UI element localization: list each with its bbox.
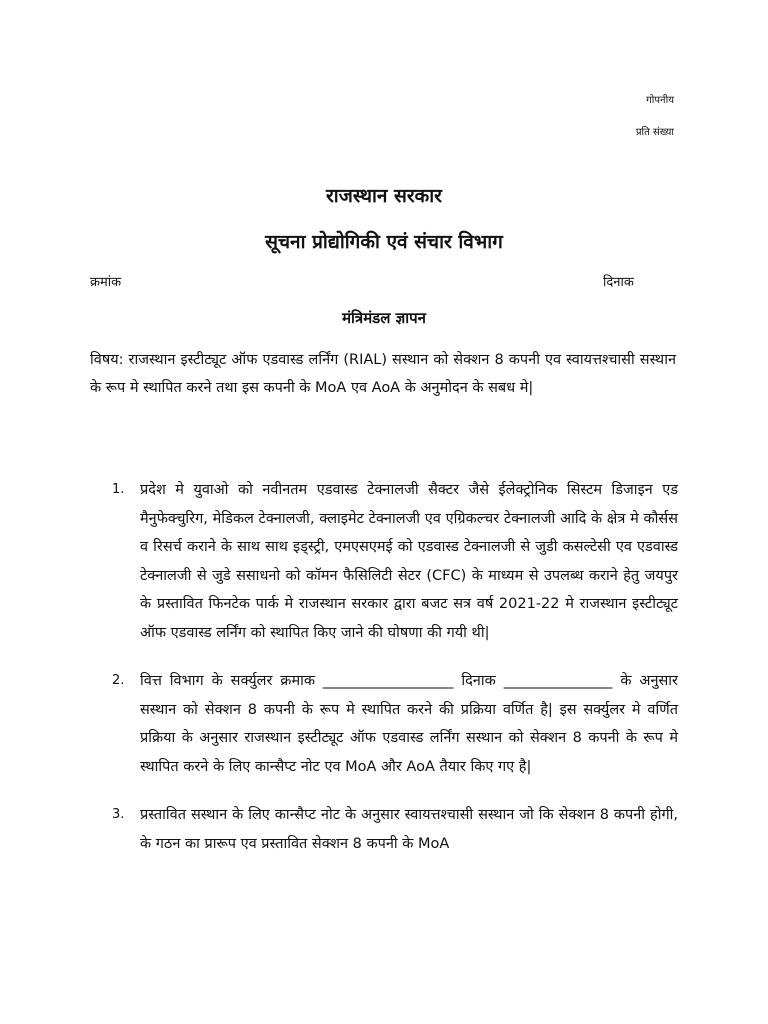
- list-item-text: प्रदेश मे युवाओ को नवीनतम एडवास्ड टेक्नालजी सैक्टर जैसे ईलेक्ट्रोनिक सिस्टम डिजाइन एड मैनुफेक्चुरिग, मेडिकल टेक्नालजी, क्लाइमेट टेक्नालजी एव एग्रिकल्चर टेक्नालजी आदि के क्षेत्र मे कौर्सस व रिसर्च कराने के साथ साथ इड्स्ट्री, एमएसएमई को एडवास्ड टेक्नालजी से जुडी कसल्टेसी एव एडवास्ड टेक्नालजी से जुडे ससाधनो को कॉमन फैसिलिटी सेटर (CFC) के माध्यम से उपलब्ध कराने हेतु जयपुर के प्रस्तावित फिनटेक पार्क मे राजस्थान सरकार द्वारा बजट सत्र वर्ष 2021-22 मे राजस्थान इस्टीट्यूट ऑफ एडवास्ड लर्निंग को स्थापित किए जाने की घोषणा की गयी थी|: [140, 482, 678, 641]
- reference-number-label: क्रमांक: [90, 275, 122, 290]
- government-title: राजस्थान सरकार: [326, 185, 442, 207]
- list-item: [112, 667, 678, 781]
- list-item-text: प्रस्तावित सस्थान के लिए कान्सैप्ट नोट के अनुसार स्वायत्तश्चासी सस्थान जो कि सेक्शन 8 कपनी होगी, के गठन का प्रारूप एव प्रस्तावित सेक्शन 8 कपनी के MoA: [140, 807, 678, 852]
- list-item-number: 3.: [112, 807, 125, 822]
- subject-paragraph: विषय: राजस्थान इस्टीट्यूट ऑफ एडवास्ड लर्निंग (RIAL) सस्थान को सेक्शन 8 कपनी एव स्वायत्तश्चासी सस्थान के रूप मे स्थापित करने तथा इस कपनी के MoA एव AoA के अनुमोदन के सबध मे|: [90, 352, 676, 396]
- list-item-number: 1.: [112, 482, 125, 497]
- list-item: [112, 476, 678, 647]
- copy-number-label: प्रति संख्या: [635, 127, 674, 138]
- list-item-text: वित्त विभाग के सर्क्युलर क्रमाक __________________ दिनाक _______________ के अनुसार सस्थान को सेक्शन 8 कपनी के रूप मे स्थापित करने की प्रक्रिया वर्णित है| इस सर्क्युलर मे वर्णित प्रक्रिया के अनुसार राजस्थान इस्टीट्यूट ऑफ एडवास्ड लर्निंग सस्थान को सेक्शन 8 कपनी के रूप मे स्थापित करने के लिए कान्सैप्ट नोट एव MoA और AoA तैयार किए गए है|: [140, 673, 678, 775]
- confidential-label: गोपनीय: [646, 95, 674, 106]
- department-title: सूचना प्रोद्योगिकी एवं संचार विभाग: [265, 231, 503, 253]
- numbered-points-list: [112, 476, 678, 878]
- date-label: दिनाक: [603, 275, 634, 290]
- list-item: [112, 801, 678, 858]
- memo-title: मंत्रिमंडल ज्ञापन: [342, 309, 426, 327]
- list-item-number: 2.: [112, 673, 125, 688]
